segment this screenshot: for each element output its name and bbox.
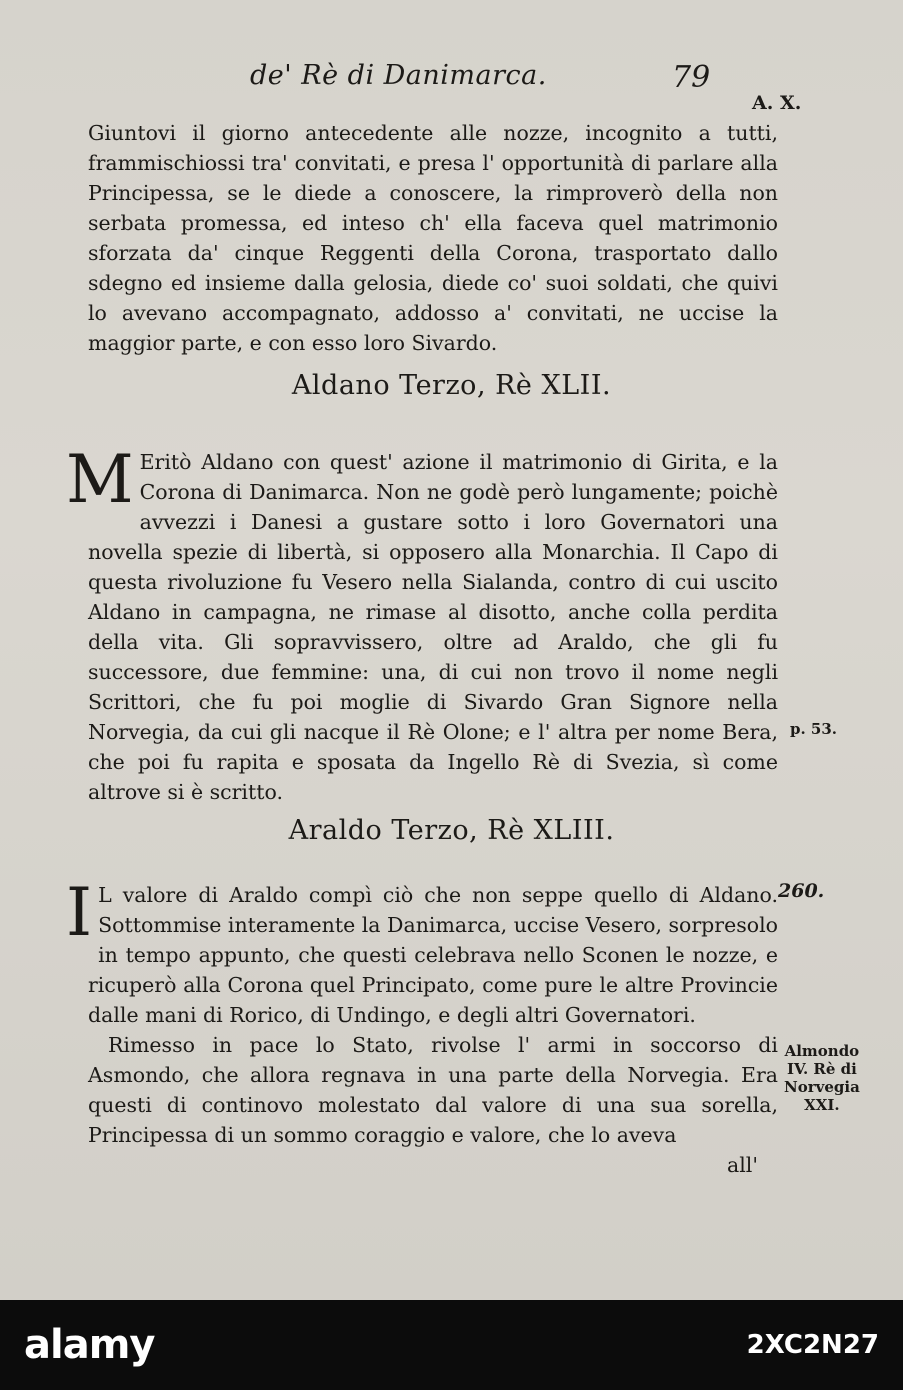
- year-note-260: 260.: [778, 880, 825, 902]
- watermark-logo: alamy: [24, 1322, 155, 1368]
- opening-paragraph-block: [88, 118, 778, 358]
- drop-cap-m: M: [66, 441, 134, 518]
- chapter-heading-aldano: Aldano Terzo, Rè XLII.: [291, 370, 612, 401]
- opening-paragraph: Giuntovi il giorno antecedente alle nozze, incognito a tutti, frammischiossi tra' convitati, e presa l' opportunità di parlare alla Principessa, se le diede a conoscere, la rimproverò della non serbata promessa, ed inteso ch' ella faceva quel matrimonio sforzata da' cinque Reggenti della Corona, trasportato dallo sdegno ed insieme dalla gelosia, diede co' suoi soldati, che quivi lo avevano accompagnato, addosso a' convitati, ne uccise la maggior parte, e con esso loro Sivardo.: [88, 121, 778, 355]
- running-head: de' Rè di Danimarca.: [250, 60, 547, 91]
- aldano-paragraph: Eritò Aldano con quest' azione il matrimonio di Girita, e la Corona di Danimarca. Non ne godè però lungamente; poichè avvezzi i Danesi a gustare sotto i loro Governatori una novella spezie di libertà, si opposero alla Monarchia. Il Capo di questa rivoluzione fu Vesero nella Sialanda, contro di cui uscito Aldano in campagna, ne rimase al disotto, anche colla perdita della vita. Gli sopravvissero, oltre ad Araldo, che gli fu successore, due femmine: una, di cui non trovo il nome negli Scrittori, che fu poi moglie di Sivardo Gran Signore nella Norvegia, da cui gli nacque il Rè Olone; e l' altra per nome Bera, che poi fu rapita e sposata da Ingello Rè di Svezia, sì come altrove si è scritto.: [88, 450, 778, 804]
- king-note-line: IV. Rè di: [786, 1060, 857, 1078]
- king-note-line: XXI.: [804, 1096, 840, 1114]
- araldo-paragraph-2: Rimesso in pace lo Stato, rivolse l' armi in soccorso di Asmondo, che allora regnava in una parte della Norvegia. Era questi di continovo molestato dal valore di una sua sorella, Principessa di un sommo coraggio e valore, che lo aveva: [88, 1033, 778, 1147]
- araldo-paragraph-1: L valore di Araldo compì ciò che non seppe quello di Aldano. Sottommise interamente la Danimarca, uccise Vesero, sorpresolo in tempo appunto, che questi celebrava nello Sconen le nozze, e ricuperò alla Corona quel Principato, come pure le altre Provincie dalle mani di Rorico, di Undingo, e degli altri Governatori.: [88, 883, 778, 1027]
- king-margin-note: [784, 1042, 860, 1114]
- stock-image-id: 2XC2N27: [746, 1330, 879, 1360]
- king-note-line: Almondo: [784, 1042, 860, 1060]
- aldano-paragraph-block: [66, 441, 778, 807]
- page-reference-note: p. 53.: [790, 720, 838, 738]
- king-note-line: Norvegia: [784, 1078, 860, 1096]
- drop-cap-i: I: [66, 874, 93, 951]
- araldo-paragraph-block: [66, 874, 778, 1180]
- chapter-heading-araldo: Araldo Terzo, Rè XLIII.: [288, 815, 615, 846]
- catchword: all': [727, 1153, 758, 1177]
- page-number: 79: [672, 60, 711, 95]
- year-margin-note: A. X.: [752, 92, 802, 114]
